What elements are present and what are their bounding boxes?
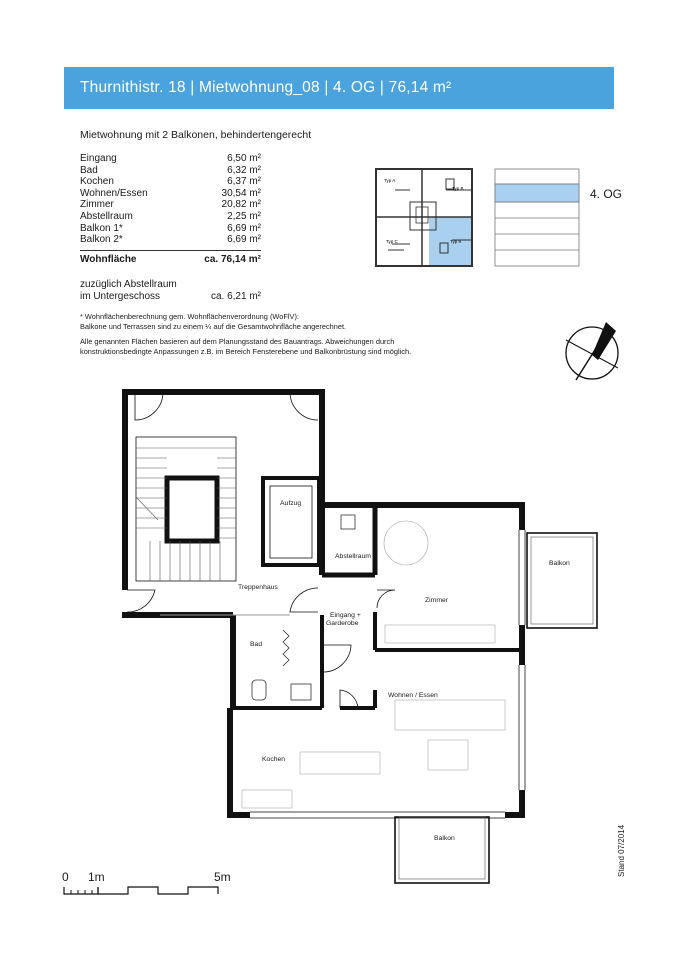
- key-type-b: Typ B: [452, 186, 464, 191]
- extra-line2: im Untergeschoss: [80, 290, 161, 302]
- note-3: Alle genannten Flächen basieren auf dem Planungsstand des Bauantrags. Abweichungen durch: [80, 337, 395, 346]
- floor-plan: [125, 392, 597, 883]
- stand-date: Stand 07/2014: [617, 824, 626, 877]
- area-name: Wohnen/Essen: [80, 187, 148, 199]
- area-name: Balkon 2*: [80, 234, 123, 246]
- subtitle: Mietwohnung mit 2 Balkonen, behindertengerecht: [80, 129, 312, 141]
- room-aufzug: Aufzug: [280, 500, 302, 507]
- room-eingang: Eingang +: [330, 612, 361, 619]
- area-name: Abstellraum: [80, 210, 133, 222]
- room-treppenhaus: Treppenhaus: [238, 584, 278, 591]
- area-value: 6,50 m²: [227, 153, 261, 164]
- scale-bar: [62, 870, 242, 900]
- north-arrow-icon: [566, 322, 618, 380]
- room-bad: Bad: [250, 641, 263, 648]
- scale-label-0: 0: [62, 870, 69, 884]
- area-value: 6,69 m²: [227, 234, 261, 246]
- area-value: 20,82 m²: [221, 199, 261, 211]
- note-4: konstruktionsbedingte Anpassungen z.B. im Bereich Fensterebene und Balkonbrüstung sind möglich.: [80, 347, 412, 356]
- area-value: 6,32 m²: [227, 164, 261, 176]
- area-value: 6,69 m²: [227, 222, 261, 234]
- room-balkon-1: Balkon: [549, 560, 570, 567]
- key-type-c: Typ C: [386, 239, 398, 244]
- scale-ruler: [62, 870, 242, 900]
- scale-label-1m: 1m: [88, 870, 105, 884]
- scale-label-5m: 5m: [214, 870, 231, 884]
- room-abstellraum: Abstellraum: [335, 553, 371, 560]
- room-kochen: Kochen: [262, 756, 286, 763]
- room-wohnen-essen: Wohnen / Essen: [388, 692, 438, 699]
- area-name: Zimmer: [80, 199, 114, 211]
- key-type-a: Typ A: [384, 178, 396, 183]
- room-balkon-2: Balkon: [434, 835, 455, 842]
- key-type-9: Typ 9: [450, 239, 462, 244]
- area-value: 30,54 m²: [221, 187, 261, 199]
- area-value: 2,25 m²: [227, 210, 261, 222]
- area-name: Balkon 1*: [80, 222, 123, 234]
- note-2: Balkone und Terrassen sind zu einem ¼ auf die Gesamtwohnfläche angerechnet.: [80, 322, 347, 331]
- key-plan: [376, 169, 472, 266]
- total-value: ca. 76,14 m²: [204, 253, 261, 265]
- area-name: Eingang: [80, 153, 117, 164]
- area-value: 6,37 m²: [227, 176, 261, 188]
- title-text: Thurnithistr. 18 | Mietwohnung_08 | 4. OG | 76,14 m²: [80, 79, 452, 96]
- area-name: Kochen: [80, 176, 114, 188]
- room-garderobe: Garderobe: [326, 620, 359, 627]
- current-floor-band: [495, 184, 579, 202]
- note-1: * Wohnflächenberechnung gem. Wohnflächenverordnung (WoFlV):: [80, 312, 299, 321]
- floor-label: 4. OG: [590, 187, 623, 201]
- area-name: Bad: [80, 164, 98, 176]
- extra-line1: zuzüglich Abstellraum: [80, 279, 177, 290]
- extra-value: ca. 6,21 m²: [210, 290, 261, 302]
- floor-stack: [495, 169, 579, 266]
- total-name: Wohnfläche: [80, 253, 137, 265]
- room-zimmer: Zimmer: [425, 597, 449, 604]
